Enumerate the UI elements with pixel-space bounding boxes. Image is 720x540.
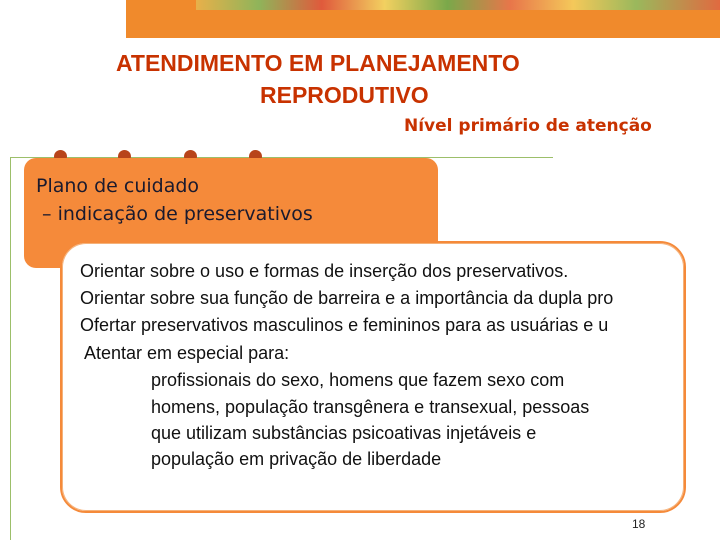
content-line: que utilizam substâncias psicoativas injetáveis e bbox=[151, 423, 537, 443]
content-line: população em privação de liberdade bbox=[151, 449, 442, 469]
title-line-2: REPRODUTIVO bbox=[260, 82, 429, 108]
page-number: 18 bbox=[632, 517, 646, 531]
content-line: Atentar em especial para: bbox=[80, 343, 290, 363]
slide-subtitle: Nível primário de atenção bbox=[404, 116, 652, 136]
content-line: Ofertar preservativos masculinos e femininos para as usuárias e u bbox=[80, 315, 609, 335]
content-line: homens, população transgênera e transexual, pessoas bbox=[151, 397, 590, 417]
plan-heading-line-1: Plano de cuidado bbox=[36, 175, 200, 197]
plan-heading-line-2: – indicação de preservativos bbox=[36, 203, 313, 225]
title-line-1: ATENDIMENTO EM PLANEJAMENTO bbox=[116, 50, 520, 76]
content-line: Orientar sobre o uso e formas de inserção dos preservativos. bbox=[80, 261, 569, 281]
content-line: profissionais do sexo, homens que fazem sexo com bbox=[151, 370, 565, 390]
content-line: Orientar sobre sua função de barreira e a importância da dupla pro bbox=[80, 288, 614, 308]
